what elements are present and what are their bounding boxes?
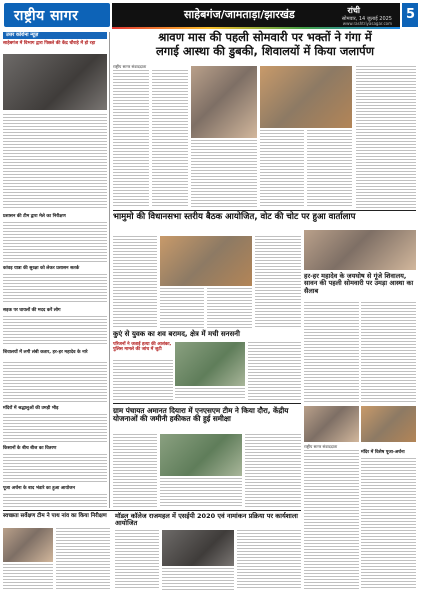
story-a-body-col4 [255,236,301,328]
story-a-body-col3 [207,288,252,328]
main-headline-line1: श्रावण मास की पहली सोमवारी पर भक्तों ने गंगा में [158,30,372,44]
right-story-c-headline: मंदिर में विशेष पूजा-अर्चना [361,450,405,455]
left-story5-headline: शिवालयों में लगी लंबी कतार, हर-हर महादेव के नारे [3,350,88,355]
left-body-6 [3,414,107,442]
story-b-body-col2 [248,342,301,400]
story-d-body-col2 [162,568,234,590]
page-number-box [402,3,418,27]
logo-text: राष्ट्रीय सागर [14,8,79,24]
story-c-headline: ग्राम पंचायत अमानत दियारा में एनएसएम टीम ने किया दौरा, केंद्रीय योजनाओं की जमीनी हकीकत की हुई समीक्षा [113,406,289,424]
left-top-photo [3,54,107,110]
story-b-body-col1 [113,360,173,400]
main-photo-2 [260,66,352,128]
city-label: रांची [347,6,360,15]
column-separator [109,32,110,508]
right-body-col1 [304,302,359,402]
left-story2-headline: प्रशासन की टीम द्वारा मेले का निरीक्षण [3,214,66,219]
main-headline-line2: लगाई आस्था की डुबकी, शिवालयों में किया जलार्पण [155,44,375,58]
left-story3-headline: कांवड़ यात्रा की सुरक्षा को लेकर प्रशासन सतर्क [3,266,80,271]
color-bar [112,27,400,29]
left-body-8 [3,494,107,508]
main-byline: राष्ट्रीय सागर संवाददाता [113,64,147,69]
story-d-headline: मॉडल कॉलेज राजमहल में एसईपी 2020 एवं नामांकन प्रक्रिया पर कार्यशाला आयोजित [115,512,298,528]
story-b-headline: कुएं से युवक का शव बरामद, क्षेत्र में मची सनसनी [113,330,240,338]
left-body-1 [3,114,107,210]
left-body-5 [3,362,107,402]
story-c-body-col2 [160,478,242,508]
section-label: उत्तर कोरोना न्यूज़ [3,32,107,39]
story-b-body-col3 [175,388,245,400]
main-body-col3 [191,140,257,208]
main-body-col2 [152,70,188,208]
story-c-body-col3 [245,434,301,508]
main-body-col4 [260,130,304,208]
story-b-photo [175,342,245,386]
bottom-left-body-2 [3,564,53,590]
right-photo-2 [304,406,359,442]
story-a-headline: भामुमो की विधानसभा स्तरीय बैठक आयोजित, वोट की चोट पर हुआ वार्तालाप [113,212,356,222]
right-body-col4 [361,458,416,590]
divider [113,210,416,211]
right-photo-1 [304,230,416,270]
page-number: 5 [406,7,416,22]
left-top-headline: साहेबगंज में विभाग द्वारा पिछले की केंद्र चौराहे में हो रहा [3,41,96,46]
story-b-sub: परिजनों ने जताई हत्या की आशंका, पुलिस मामले की जांच में जुटी [113,342,172,353]
left-story8-headline: पूजा अर्चना के बाद भंडारे का हुआ आयोजन [3,486,75,491]
right-body-col2 [361,302,416,402]
divider [113,403,301,404]
main-body-col1 [113,70,149,208]
left-body-4 [3,316,107,346]
main-body-col5 [307,130,352,208]
main-photo-1 [191,66,257,138]
bottom-left-headline: स्वच्छता सर्वेक्षण टीम ने पाथ नांव का किया निरीक्षण [3,513,107,519]
date-label: सोमवार, 14 जुलाई 2025 [341,16,392,22]
bottom-left-photo [3,528,53,562]
website-label: www.rashtriyasagar.com [342,21,392,26]
header-band [112,3,400,27]
divider [3,510,301,511]
bottom-left-body-1 [56,528,110,590]
logo [4,3,110,27]
left-body-7 [3,454,107,482]
right-story-a-headline: हर-हर महादेव के जयघोष से गूंजे शिवालय, सावन की पहली सोमवारी पर उमड़ा आस्था का सैलाब [304,272,414,295]
story-d-body-col3 [237,530,301,590]
left-story4-headline: सड़क पर घायलों की मदद करें लोग [3,308,61,313]
story-a-photo [160,236,252,286]
story-d-photo [162,530,234,566]
region-title: साहेबगंज/जामताड़ा/झारखंड [184,8,295,21]
story-c-photo [160,434,242,476]
masthead [0,0,421,30]
left-story7-headline: किसानों के बीच बीज का वितरण [3,446,57,451]
left-body-3 [3,274,107,304]
left-body-2 [3,222,107,262]
story-a-body-col1 [113,236,157,328]
right-byline: राष्ट्रीय सागर संवाददाता [304,444,338,449]
main-body-col6 [356,66,416,208]
right-photo-3 [361,406,416,442]
left-story6-headline: मंदिरों में श्रद्धालुओं की उमड़ी भीड़ [3,406,59,411]
right-body-col3 [304,450,359,590]
story-d-body-col1 [115,530,159,590]
story-a-body-col2 [160,288,204,328]
story-c-body-col1 [113,434,157,508]
